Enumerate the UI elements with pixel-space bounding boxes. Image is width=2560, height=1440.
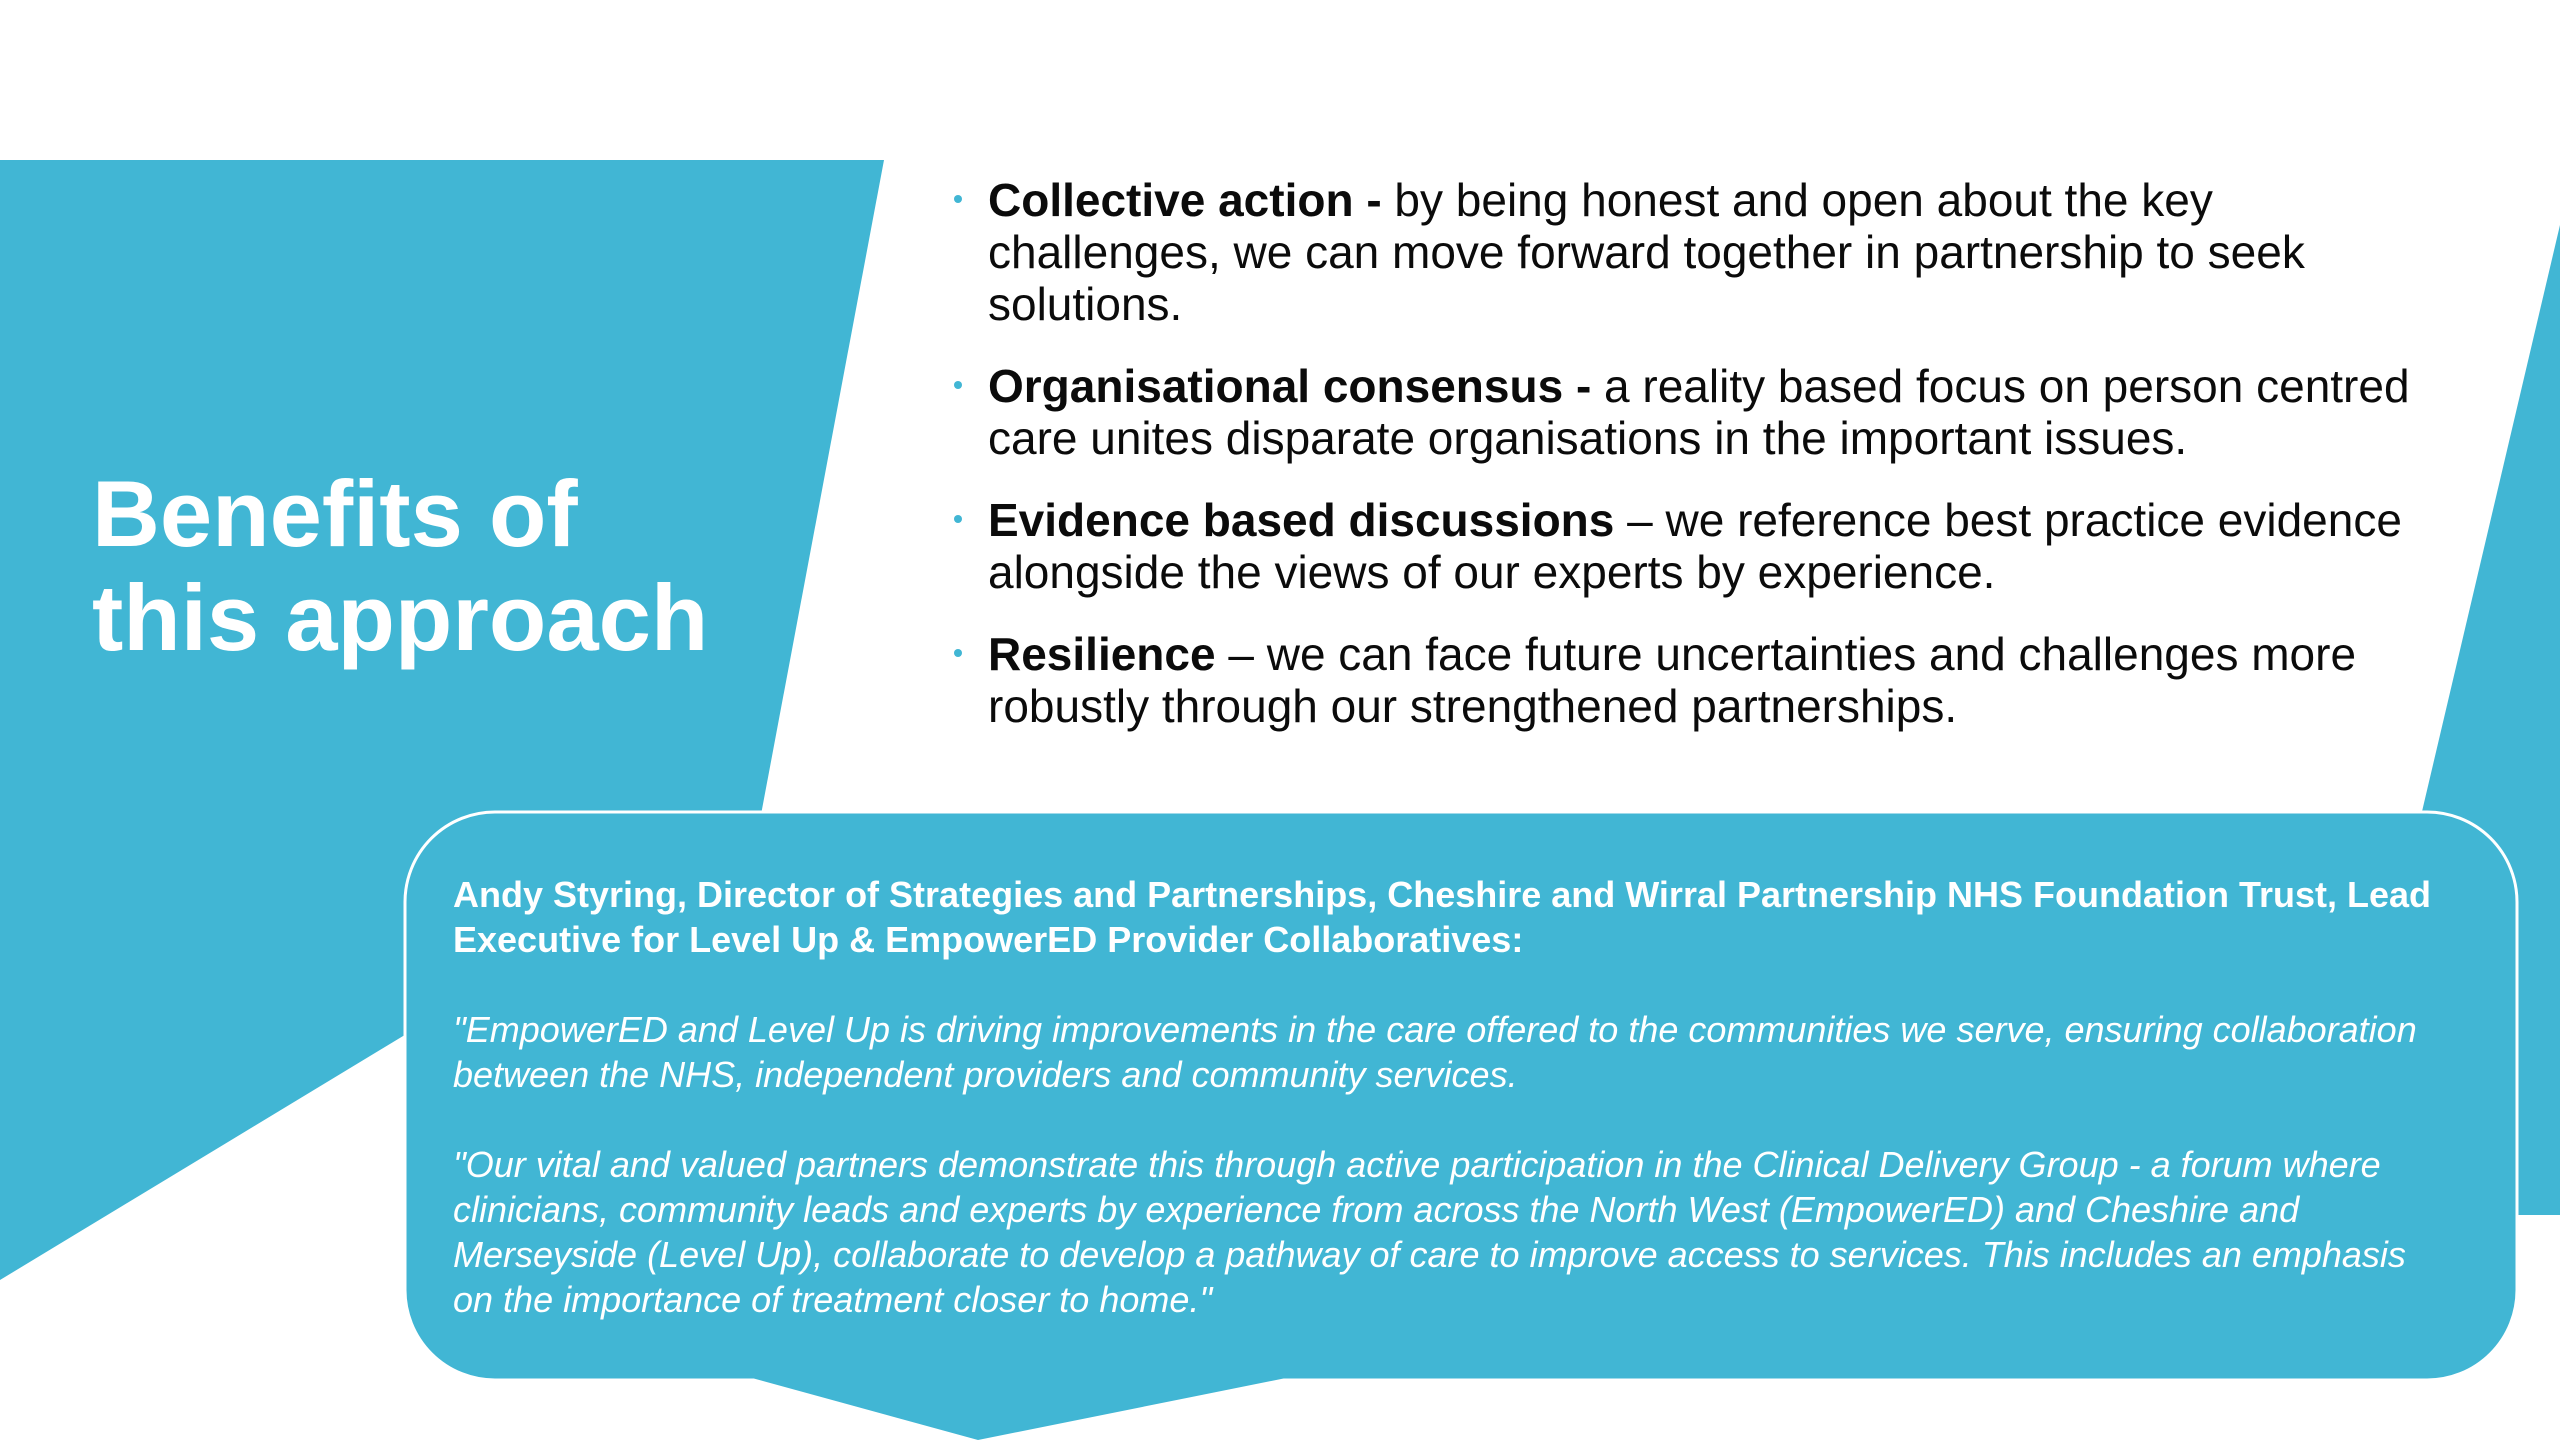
bullet-dot-icon — [954, 381, 962, 389]
quote-content — [453, 872, 2453, 1367]
bullet-dot-icon — [954, 515, 962, 523]
slide-title-line-2: this approach — [92, 565, 709, 670]
bullet-dot-icon — [954, 649, 962, 657]
benefit-item — [946, 628, 2426, 732]
quote-attribution: Andy Styring, Director of Strategies and Partnerships, Cheshire and Wirral Partnership NHS Foundation Trust, Lead Executive for Level Up & EmpowerED Provider Collaboratives: — [453, 874, 2432, 960]
benefit-heading: Resilience — [988, 628, 1216, 680]
bullet-dot-icon — [954, 195, 962, 203]
benefit-item — [946, 494, 2426, 598]
benefit-text: – we can face future uncertainties and challenges more robustly through our strengthened partnerships. — [988, 628, 2357, 732]
slide-title-line-1: Benefits of — [92, 461, 578, 566]
benefit-item — [946, 360, 2426, 464]
benefit-heading: Evidence based discussions — [988, 494, 1615, 546]
benefit-heading: Organisational consensus - — [988, 360, 1592, 412]
benefit-text: by being honest and open about the key challenges, we can move forward together in partnership to seek solutions. — [988, 174, 2305, 330]
benefit-item — [946, 174, 2426, 330]
quote-bubble-pointer — [752, 1378, 1286, 1440]
quote-paragraph-1: "EmpowerED and Level Up is driving improvements in the care offered to the communities we serve, ensuring collaboration between the NHS, independent providers and community services. — [453, 1009, 2417, 1095]
benefit-text: – we reference best practice evidence alongside the views of our experts by experience. — [988, 494, 2402, 598]
slide-title — [92, 462, 792, 670]
benefit-heading: Collective action - — [988, 174, 1382, 226]
benefit-text: a reality based focus on person centred care unites disparate organisations in the important issues. — [988, 360, 2410, 464]
benefits-list — [946, 174, 2426, 762]
quote-paragraph-2: "Our vital and valued partners demonstrate this through active participation in the Clinical Delivery Group - a forum where clinicians, community leads and experts by experience from across the North West (EmpowerED) and Cheshire and Merseyside (Level Up), collaborate to develop a pathway of care to improve access to services. This includes an emphasis on the importance of treatment closer to home." — [453, 1144, 2406, 1320]
